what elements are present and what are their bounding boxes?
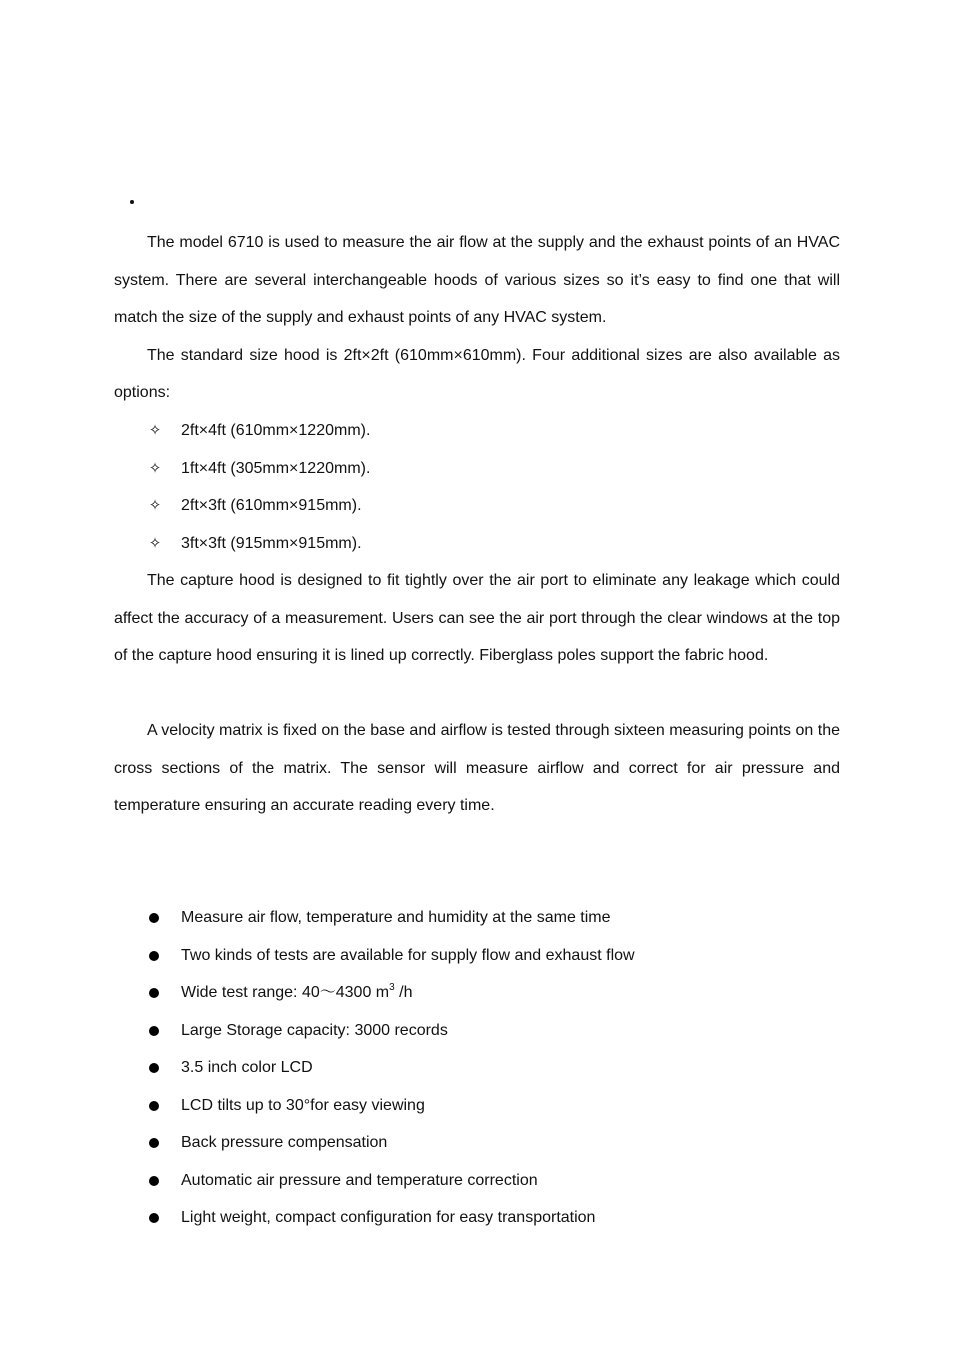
option-label: 3ft×3ft (915mm×915mm). — [181, 534, 362, 552]
capture-hood-section — [114, 562, 840, 675]
star-diamond-icon: ✧ — [148, 496, 162, 514]
bullet-dot-icon — [149, 1026, 159, 1036]
body-paragraph-4: A velocity matrix is fixed on the base and airflow is tested through sixteen measuring points on the cross sections of the matrix. The sensor will measure airflow and correct for air pressure and temperature ensuring an accurate reading every time. — [114, 722, 840, 815]
option-label: 2ft×3ft (610mm×915mm). — [181, 497, 362, 514]
intro-section — [114, 224, 840, 412]
bullet-dot-icon — [149, 988, 159, 998]
feature-label: 3.5 inch color LCD — [181, 1059, 313, 1076]
star-diamond-icon: ✧ — [148, 458, 162, 477]
bullet-dot-icon — [149, 1138, 159, 1148]
feature-label: Measure air flow, temperature and humidity at the same time — [181, 909, 611, 926]
feature-label: Back pressure compensation — [181, 1134, 388, 1151]
stray-dot — [130, 200, 134, 204]
feature-label: Automatic air pressure and temperature correction — [181, 1171, 538, 1189]
feature-label: LCD tilts up to 30°for easy viewing — [181, 1096, 425, 1114]
range-text: Wide test range: 40～4300 m — [181, 984, 390, 1001]
range-superscript: 3 — [389, 982, 395, 993]
bullet-dot-icon — [149, 1213, 159, 1223]
body-paragraph-3: The capture hood is designed to fit tightly over the air port to eliminate any leakage which could affect the accuracy of a measurement. Users can see the air port through the clear windows at the top of the capture hood ensuring it is lined up correctly. Fiberglass poles support the fabric hood. — [114, 572, 840, 665]
star-diamond-icon: ✧ — [148, 533, 162, 552]
feature-label-range — [181, 974, 412, 1012]
bullet-dot-icon — [149, 951, 159, 961]
intro-paragraph-1: The model 6710 is used to measure the air flow at the supply and the exhaust points of an HVAC system. There are several interchangeable hoods of various sizes so it’s easy to find one that will match the size of the supply and exhaust points of any HVAC system. — [114, 234, 840, 327]
bullet-dot-icon — [149, 1176, 159, 1186]
intro-paragraph-2: The standard size hood is 2ft×2ft (610mm×610mm). Four additional sizes are also available as options: — [114, 346, 840, 402]
velocity-matrix-section — [114, 712, 840, 825]
range-suffix: /h — [394, 984, 413, 1001]
option-label: 1ft×4ft (305mm×1220mm). — [181, 459, 371, 477]
option-label: 2ft×4ft (610mm×1220mm). — [181, 422, 371, 439]
feature-label: Large Storage capacity: 3000 records — [181, 1021, 448, 1039]
bullet-dot-icon — [149, 913, 159, 923]
bullet-dot-icon — [149, 1063, 159, 1073]
feature-label: Light weight, compact configuration for easy transportation — [181, 1209, 596, 1226]
feature-label: Two kinds of tests are available for supply flow and exhaust flow — [181, 946, 635, 964]
star-diamond-icon: ✧ — [148, 421, 162, 439]
bullet-dot-icon — [149, 1101, 159, 1111]
